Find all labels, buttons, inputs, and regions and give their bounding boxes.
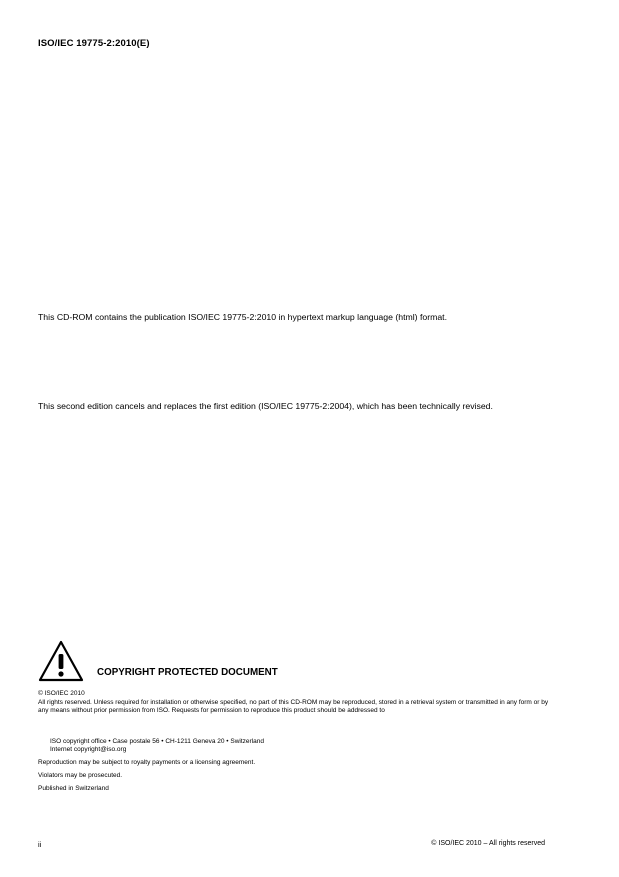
footer-rights: © ISO/IEC 2010 – All rights reserved (431, 840, 545, 847)
edition-statement: This second edition cancels and replaces the first edition (ISO/IEC 19775-2:2004), which has been technically revised. (38, 401, 493, 411)
copyright-line: © ISO/IEC 2010 (38, 690, 85, 697)
copyright-office-internet: Internet copyright@iso.org (50, 746, 127, 753)
warning-triangle-icon (38, 640, 84, 682)
violators-note: Violators may be prosecuted. (38, 772, 123, 779)
reproduction-note: Reproduction may be subject to royalty payments or a licensing agreement. (38, 759, 256, 766)
copyright-office-address: ISO copyright office • Case postale 56 • CH-1211 Geneva 20 • Switzerland (50, 738, 264, 745)
rights-text: All rights reserved. Unless required for installation or otherwise specified, no part of this CD-ROM may be reproduced, stored in a retrieval system or transmitted in any form or by any means without prior permission from ISO. Requests for permission to reproduce this product should be addressed to (38, 699, 549, 715)
page-number: ii (38, 840, 42, 849)
published-location: Published in Switzerland (38, 785, 109, 792)
copyright-title: COPYRIGHT PROTECTED DOCUMENT (97, 667, 278, 678)
cd-rom-statement: This CD-ROM contains the publication ISO/IEC 19775-2:2010 in hypertext markup language (html) format. (38, 312, 447, 322)
document-id-header: ISO/IEC 19775-2:2010(E) (38, 38, 150, 49)
